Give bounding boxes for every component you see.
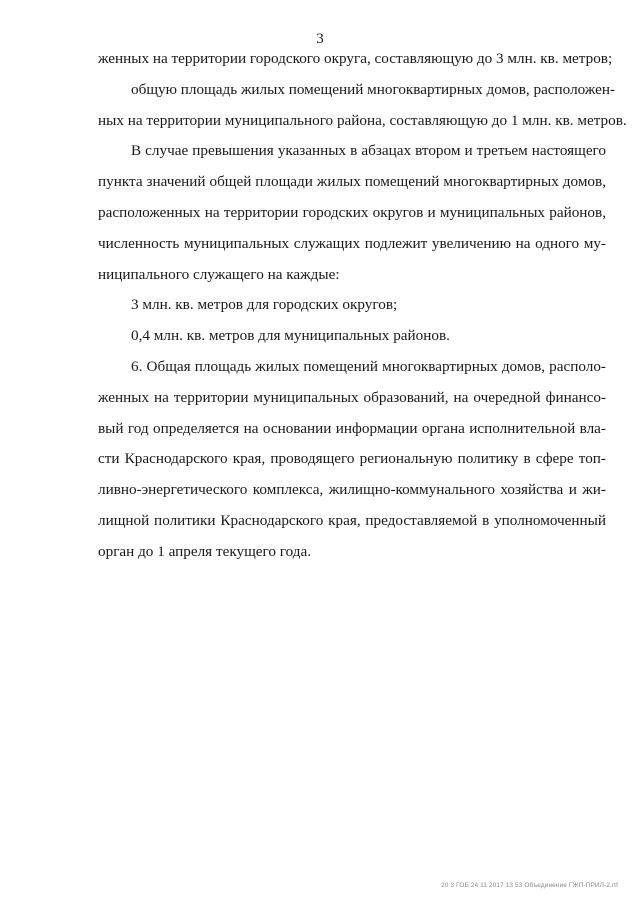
- text-line-16: лищной политики Краснодарского края, предоставляемой в уполномоченный: [98, 511, 606, 529]
- text-line-5: пункта значений общей площади жилых помещений многоквартирных домов,: [98, 173, 606, 191]
- text-line-7: численность муниципальных служащих подлежит увеличению на одного му-: [98, 234, 606, 252]
- text-line-14: сти Краснодарского края, проводящего региональную политику в сфере топ-: [98, 450, 606, 468]
- text-line-13: вый год определяется на основании информации органа исполнительной вла-: [98, 419, 606, 437]
- footer-document-code: 20 3 ГОБ 24 11 2017 13 53 Объединение ГЖП-ПРИЛ-2.rtf: [441, 882, 618, 889]
- document-body: [98, 44, 627, 568]
- text-line-9: 3 млн. кв. метров для городских округов;: [131, 296, 398, 314]
- text-line-4: В случае превышения указанных в абзацах втором и третьем настоящего: [131, 142, 606, 160]
- text-line-6: расположенных на территории городских округов и муниципальных районов,: [98, 203, 606, 221]
- text-line-12: женных на территории муниципальных образований, на очередной финансо-: [98, 388, 606, 406]
- text-line-17: орган до 1 апреля текущего года.: [98, 542, 312, 560]
- text-line-10: 0,4 млн. кв. метров для муниципальных районов.: [131, 327, 450, 345]
- page-number: 3: [316, 31, 324, 47]
- text-line-8: ниципального служащего на каждые:: [98, 265, 340, 283]
- text-line-2: общую площадь жилых помещений многоквартирных домов, расположен-: [131, 80, 616, 98]
- text-line-15: ливно-энергетического комплекса, жилищно-коммунального хозяйства и жи-: [98, 481, 606, 499]
- text-line-3: ных на территории муниципального района, составляющую до 1 млн. кв. метров.: [98, 111, 627, 129]
- text-line-11: 6. Общая площадь жилых помещений многоквартирных домов, располо-: [131, 357, 606, 375]
- text-line-1: женных на территории городского округа, составляющую до 3 млн. кв. метров;: [98, 50, 613, 67]
